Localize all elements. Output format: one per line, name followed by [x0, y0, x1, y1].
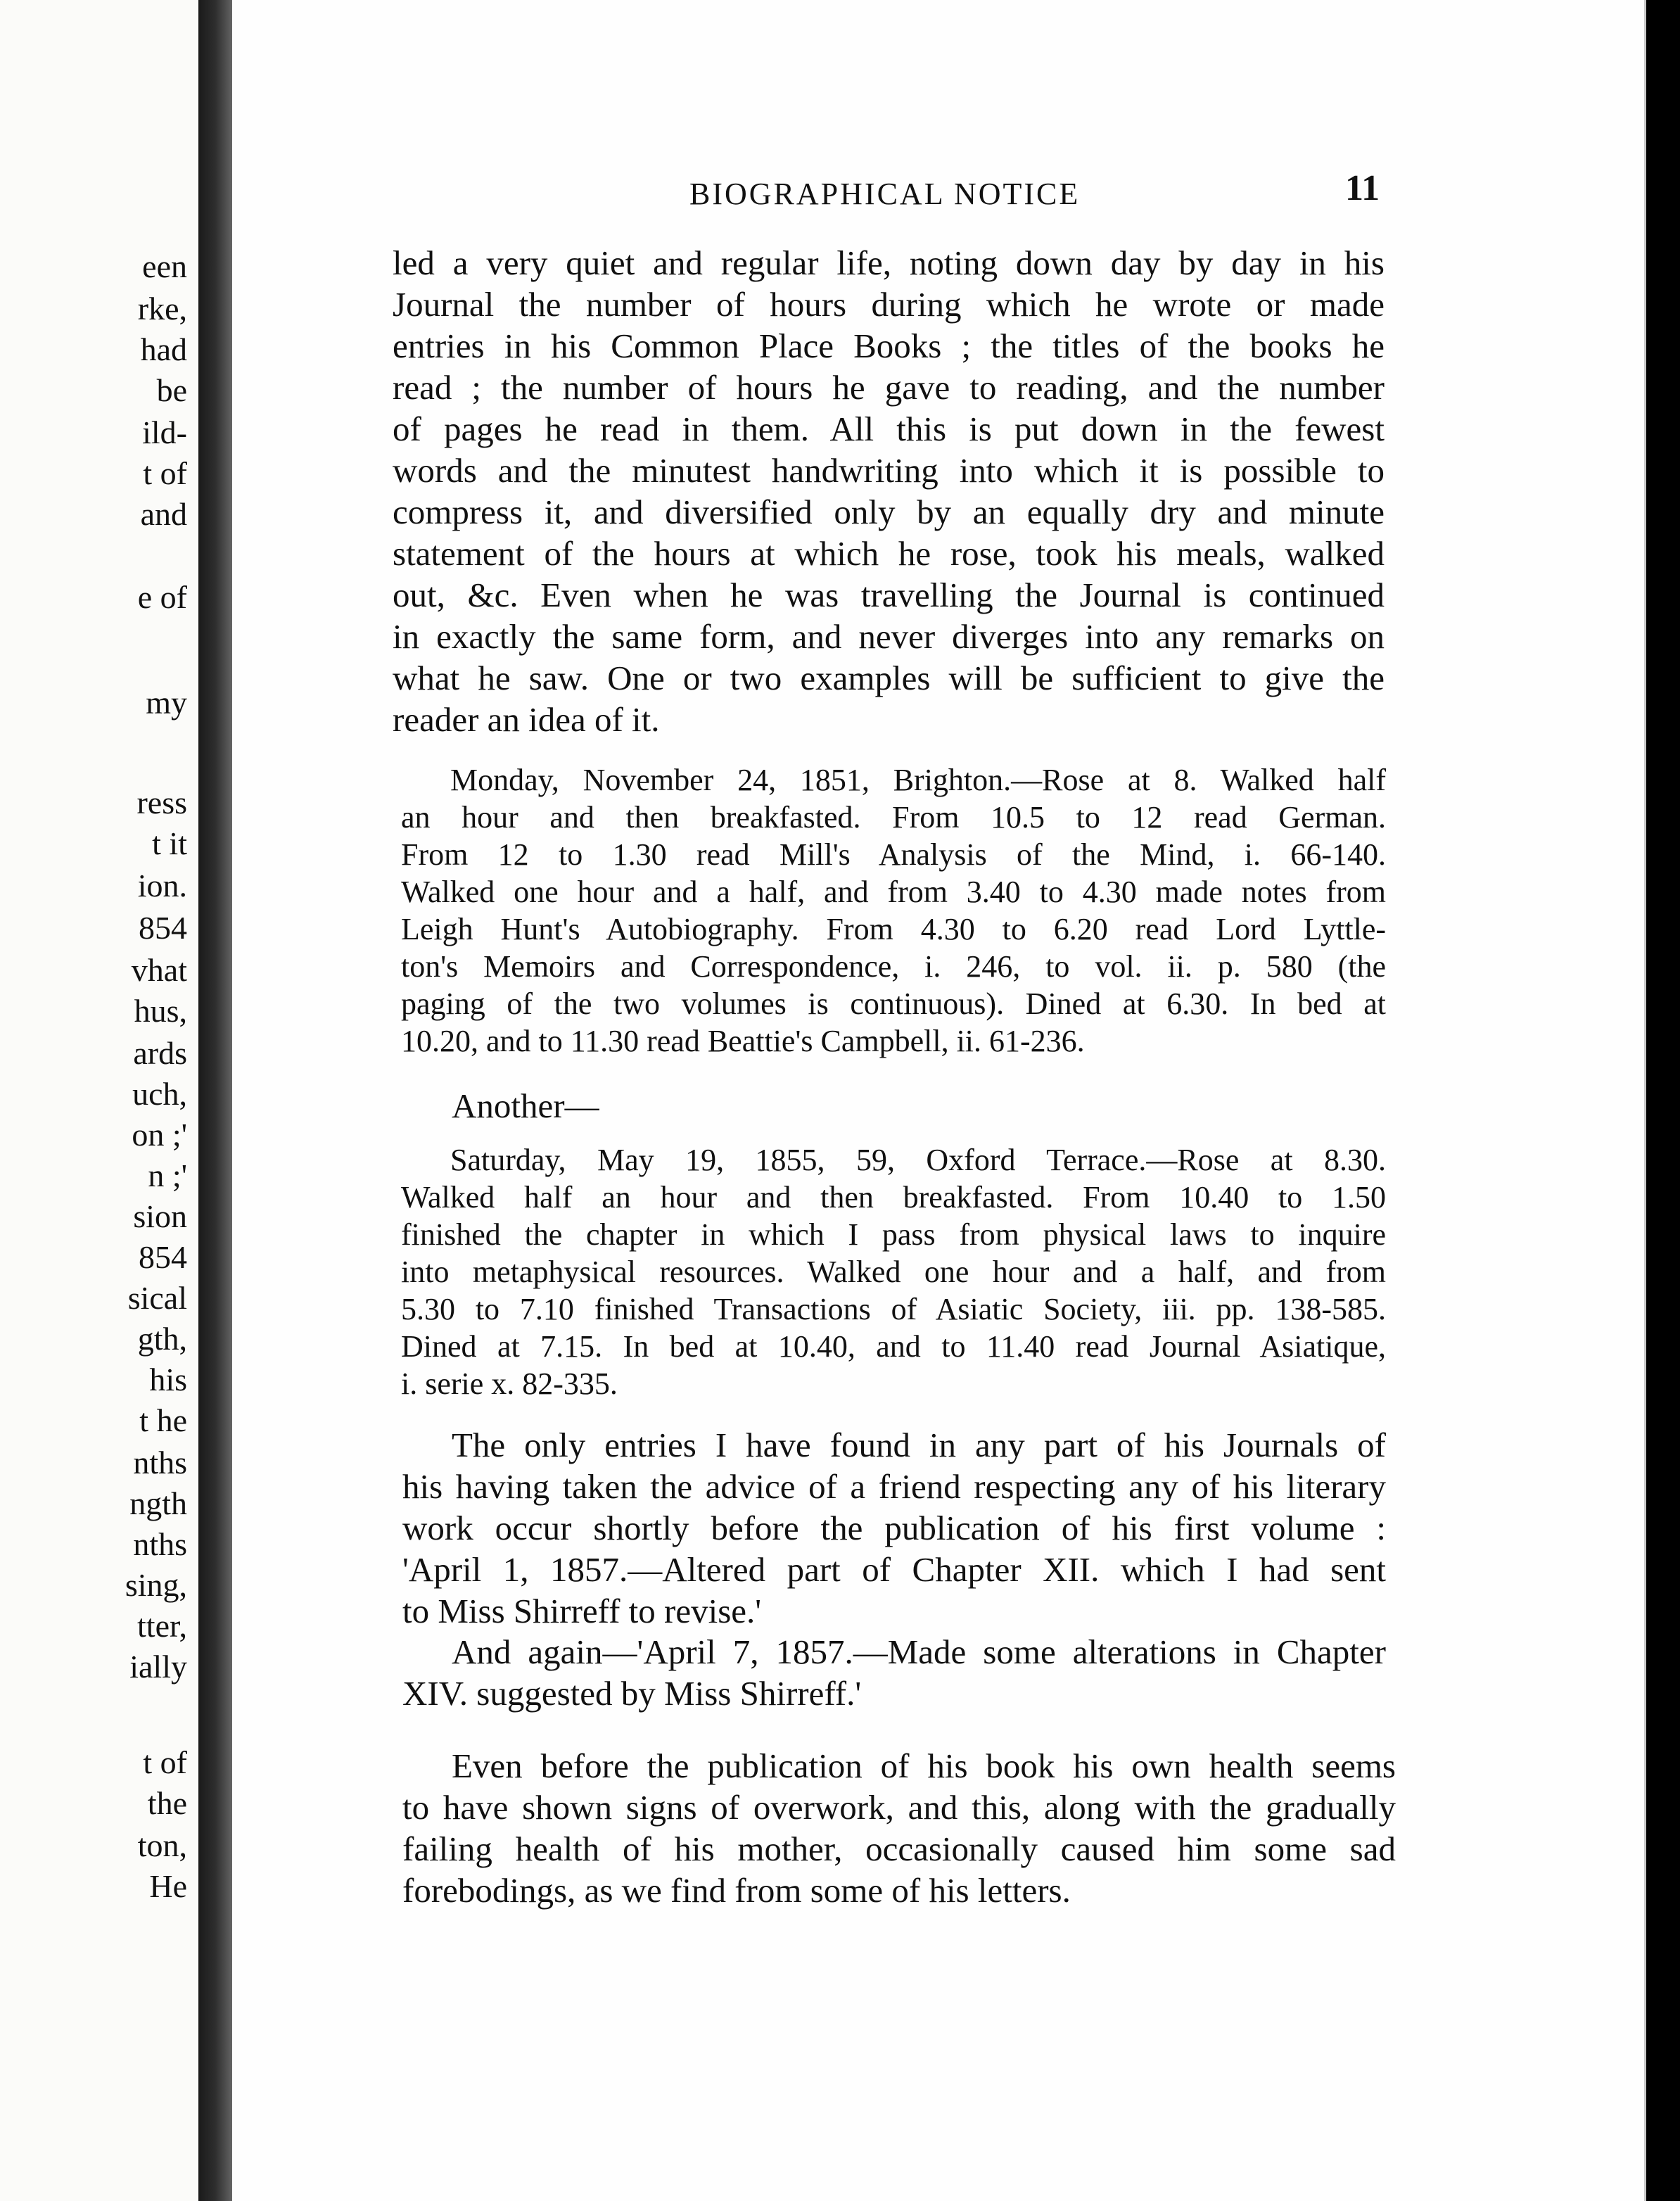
left-page-fragment: e of — [137, 579, 187, 615]
text-line: Even before the publication of his book his own health seems — [452, 1746, 1396, 1785]
left-facing-page — [0, 0, 198, 2201]
left-page-fragment: ild- — [142, 414, 187, 450]
left-page-fragment: gth, — [137, 1321, 187, 1357]
left-page-fragment: sion — [133, 1198, 187, 1234]
left-page-fragment: t of — [143, 455, 187, 491]
journal-line: 10.20, and to 11.30 read Beattie's Campbell, ii. 61-236. — [401, 1024, 1085, 1058]
journal-line: finished the chapter in which I pass from physical laws to inquire — [401, 1217, 1386, 1252]
left-page-fragment: be — [156, 372, 187, 408]
text-line: 'April 1, 1857.—Altered part of Chapter XII. which I had sent — [402, 1550, 1386, 1589]
page-edge — [1646, 0, 1680, 2201]
journal-line: Leigh Hunt's Autobiography. From 4.30 to 6.20 read Lord Lyttle- — [401, 912, 1386, 946]
journal-line: paging of the two volumes is continuous). Dined at 6.30. In bed at — [401, 987, 1386, 1021]
left-page-fragment: 854 — [139, 1239, 187, 1275]
left-page-fragment: ton, — [137, 1827, 187, 1863]
body-paragraph-4 — [402, 1745, 1396, 1911]
text-line: what he saw. One or two examples will be sufficient to give the — [393, 659, 1385, 697]
left-page-fragment: n ;' — [148, 1157, 187, 1193]
left-page-fragment: ngth — [129, 1485, 187, 1521]
text-line: his having taken the advice of a friend respecting any of his literary — [402, 1467, 1386, 1506]
left-page-fragment: vhat — [131, 952, 187, 988]
left-page-fragment: He — [149, 1868, 187, 1904]
left-page-fragment: ress — [136, 785, 187, 820]
left-page-fragment: een — [142, 248, 187, 284]
text-line: out, &c. Even when he was travelling the Journal is continued — [393, 576, 1385, 614]
left-page-fragment: ially — [129, 1649, 187, 1685]
text-line: statement of the hours at which he rose, took his meals, walked — [393, 534, 1385, 573]
body-paragraph-3 — [402, 1631, 1386, 1714]
left-page-fragment: t it — [152, 825, 187, 861]
left-page-fragment: had — [140, 331, 187, 367]
left-page-fragment: rke, — [137, 291, 187, 326]
text-line: words and the minutest handwriting into which it is possible to — [393, 451, 1385, 490]
text-line: entries in his Common Place Books ; the titles of the books he — [393, 326, 1385, 365]
left-page-fragment: on ;' — [132, 1117, 187, 1153]
left-page-fragment: t of — [143, 1744, 187, 1780]
body-paragraph-1 — [393, 242, 1385, 740]
left-page-fragment: the — [147, 1785, 187, 1821]
journal-entry-2 — [401, 1141, 1386, 1402]
left-page-fragment: hus, — [134, 993, 187, 1029]
left-page-fragment: 854 — [139, 910, 187, 946]
another-label: Another— — [452, 1086, 599, 1125]
journal-line: Walked one hour and a half, and from 3.40 to 4.30 made notes from — [401, 875, 1386, 909]
journal-line: ton's Memoirs and Correspondence, i. 246, to vol. ii. p. 580 (the — [401, 949, 1386, 984]
text-line: The only entries I have found in any part of his Journals of — [452, 1426, 1386, 1464]
text-line: to have shown signs of overwork, and this, along with the gradually — [402, 1788, 1396, 1827]
left-page-fragment: my — [146, 685, 187, 721]
left-page-fragment: t he — [139, 1402, 187, 1438]
journal-line: From 12 to 1.30 read Mill's Analysis of the Mind, i. 66-140. — [401, 837, 1386, 872]
text-line: work occur shortly before the publication of his first volume : — [402, 1509, 1386, 1547]
journal-line: Walked half an hour and then breakfasted. From 10.40 to 1.50 — [401, 1180, 1386, 1214]
journal-line: an hour and then breakfasted. From 10.5 to 12 read German. — [401, 800, 1386, 835]
left-page-fragment: ards — [133, 1035, 187, 1071]
text-line: And again—'April 7, 1857.—Made some alterations in Chapter — [452, 1632, 1386, 1671]
body-paragraph-2 — [402, 1424, 1386, 1632]
text-line: compress it, and diversified only by an equally dry and minute — [393, 493, 1385, 531]
left-page-fragment: uch, — [132, 1076, 187, 1112]
left-page-fragment: and — [140, 496, 187, 532]
left-page-fragment: sing, — [125, 1567, 187, 1603]
left-page-fragment: ion. — [137, 868, 187, 903]
page-number: 11 — [1345, 168, 1380, 208]
journal-line: Dined at 7.15. In bed at 10.40, and to 11.40 read Journal Asiatique, — [401, 1329, 1386, 1364]
running-head: BIOGRAPHICAL NOTICE — [689, 177, 1081, 211]
journal-entry-1 — [401, 761, 1386, 1060]
text-line: in exactly the same form, and never diverges into any remarks on — [393, 617, 1385, 656]
left-page-fragment: nths — [133, 1526, 187, 1562]
left-page-fragment: sical — [127, 1280, 187, 1316]
left-page-fragment: nths — [133, 1445, 187, 1480]
text-line: XIV. suggested by Miss Shirreff.' — [402, 1674, 862, 1713]
left-page-fragment: his — [149, 1362, 187, 1397]
journal-line: i. serie x. 82-335. — [401, 1366, 618, 1401]
journal-line: Monday, November 24, 1851, Brighton.—Rose at 8. Walked half — [450, 763, 1386, 797]
text-line: led a very quiet and regular life, noting down day by day in his — [393, 243, 1385, 282]
journal-line: Saturday, May 19, 1855, 59, Oxford Terrace.—Rose at 8.30. — [450, 1143, 1386, 1177]
text-line: of pages he read in them. All this is put down in the fewest — [393, 410, 1385, 448]
text-line: to Miss Shirreff to revise.' — [402, 1592, 762, 1630]
text-line: Journal the number of hours during which he wrote or made — [393, 285, 1385, 324]
journal-line: 5.30 to 7.10 finished Transactions of Asiatic Society, iii. pp. 138-585. — [401, 1292, 1386, 1326]
text-line: failing health of his mother, occasionally caused him some sad — [402, 1829, 1396, 1868]
journal-line: into metaphysical resources. Walked one hour and a half, and from — [401, 1255, 1386, 1289]
text-line: forebodings, as we find from some of his letters. — [402, 1871, 1071, 1910]
left-page-fragment: tter, — [137, 1608, 187, 1644]
text-line: read ; the number of hours he gave to reading, and the number — [393, 368, 1385, 407]
text-line: reader an idea of it. — [393, 700, 660, 739]
